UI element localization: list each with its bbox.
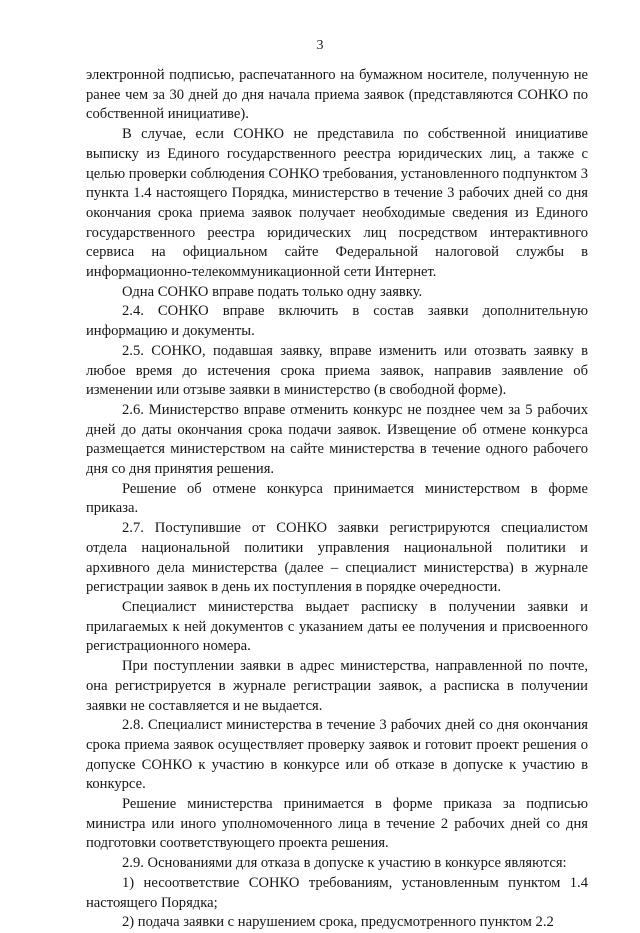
paragraph-reason-1: 1) несоответствие СОНКО требованиям, установленным пунктом 1.4 настоящего Порядка; [86,874,588,911]
paragraph-ministry-decision: Решение министерства принимается в форме приказа за подписью министра или иного уполномоченного лица в течение 2 рабочих дней со дня подготовки соответствующего проекта решения. [86,796,588,852]
paragraph-2-8: 2.8. Специалист министерства в течение 3 рабочих дней со дня окончания срока приема заявок осуществляет проверку заявок и готовит проект решения о допуске СОНКО к участию в конкурсе или об отказе в допуске к участию в конкурсе. [86,717,588,793]
paragraph-2-7: 2.7. Поступившие от СОНКО заявки регистрируются специалистом отдела национальной политики управления национальной политики и архивного дела министерства (далее – специалист министерства) в журнале регистрации заявок в день их поступления в порядке очередности. [86,520,588,596]
page-number: 3 [316,38,324,53]
paragraph-postal: При поступлении заявки в адрес министерства, направленной по почте, она регистрируется в журнале регистрации заявок, а расписка в получении заявки не составляется и не выдается. [86,658,588,714]
paragraph-reason-2: 2) подача заявки с нарушением срока, предусмотренного пунктом 2.2 [122,914,554,931]
paragraph-2-4: 2.4. СОНКО вправе включить в состав заявки дополнительную информацию и документы. [86,303,588,340]
paragraph-2-5: 2.5. СОНКО, подавшая заявку, вправе изменить или отозвать заявку в любое время до истечения срока приема заявок, направив заявление об изменении или отзыве заявки в министерство (в свободной форме). [86,342,588,399]
paragraph-egrul-request: В случае, если СОНКО не представила по собственной инициативе выписку из Единого государственного реестра юридических лиц, а также с целью проверки соблюдения СОНКО требования, установленного подпунктом 3 пункта 1.4 настоящего Порядка, министерство в течение 3 рабочих дней со дня окончания срока приема заявок получает необходимые сведения из Единого государственного реестра юридических лиц посредством интерактивного сервиса на официальном сайте Федеральной налоговой службы в информационно-телекоммуникационной сети Интернет. [86,126,588,281]
paragraph-continuation: электронной подписью, распечатанного на бумажном носителе, полученную не ранее чем за 30 дней до дня начала приема заявок (представляются СОНКО по собственной инициативе). [86,67,588,123]
paragraph-cancel-decision: Решение об отмене конкурса принимается министерством в форме приказа. [86,480,588,517]
paragraph-2-9: 2.9. Основаниями для отказа в допуске к участию в конкурсе являются: [122,855,567,872]
paragraph-one-application: Одна СОНКО вправе подать только одну заявку. [122,283,423,300]
paragraph-2-6: 2.6. Министерство вправе отменить конкурс не позднее чем за 5 рабочих дней до даты окончания срока подачи заявок. Извещение об отмене конкурса размещается министерством на сайте министерства в течение одного рабочего дня со дня принятия решения. [86,401,588,478]
document-body [86,66,588,933]
paragraph-receipt: Специалист министерства выдает расписку в получении заявки и прилагаемых к ней документов с указанием даты ее получения и присвоенного регистрационного номера. [86,598,588,655]
